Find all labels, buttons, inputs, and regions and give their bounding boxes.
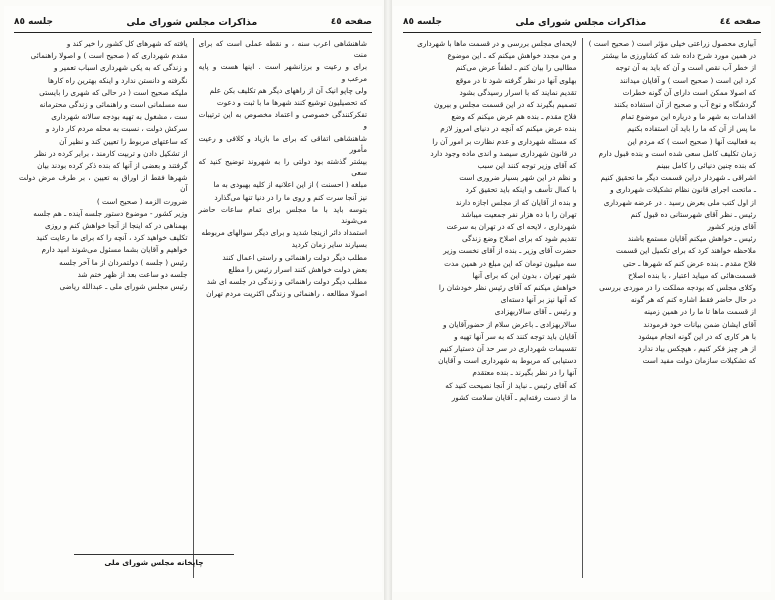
text-line: و نظم در این شهر بسیار ضروری است <box>459 173 577 183</box>
text-line: نیز آنجا سرت کنم و روی ما را در دنیا تنها می‌گذارد <box>214 192 367 202</box>
text-line: سه مسلمانی است و راهنمائی و زندگی محترمانه <box>39 100 188 110</box>
text-line: قسمت‌هائی که میباید اعتبار ، با بنده اصلاح <box>628 270 756 280</box>
text-line: که ساعتهای مربوط را تعیین کند و نظیر آن <box>59 136 188 146</box>
text-line: رئیس ( جلسه ) دولتمردان از ما آخر جلسه <box>59 257 188 267</box>
left-page-title: مذاکرات مجلس شورای ملی <box>126 16 258 28</box>
text-line: شهرها فقط از اوراق به تعیین ، بر طرف مرض دولت آن <box>19 173 188 194</box>
text-line: فلاح مقدم ـ بنده عرض کنم که شهرها ـ حتی <box>622 258 756 268</box>
text-line: تقسیمات شهرداری در سر حد آن دستیار کنیم <box>439 344 577 354</box>
text-line: ضرورت الزمه ( صحیح است ) <box>96 196 188 206</box>
text-line: ما از دست رفته‌ایم ـ آقایان سلامت کشور <box>451 392 577 402</box>
text-line: مطلب دیگر دولت راهنمائی و زندگی در جلسه ای شد <box>206 277 367 287</box>
text-line: ملیکه صحیح است ( در حالی که شهری را بایستی <box>39 87 188 97</box>
text-line: تکلیف خواهید کرد ، آنچه را که برای ما رعایت کنید <box>36 233 188 243</box>
text-line: لایحه‌ای مجلس بررسی و در قسمت ماها با شهرداری <box>417 39 577 48</box>
text-line: رئیس ـ خواهش میکنم آقایان مستمع باشند <box>627 234 756 244</box>
right-page-right-column <box>583 38 762 578</box>
text-line: بنده عرض میکنم که آنچه در دنیای امروز لازم <box>440 124 577 134</box>
text-line: که تشکیلات سازمان دولت مفید است <box>642 356 756 366</box>
text-line: که مسئله شهرداری و عدم نظارت بر امور آن را <box>432 136 577 146</box>
text-line: با هر کاری که در این گونه انجام میشود <box>638 331 756 341</box>
text-line: زمان تکلیف کامل سعی شده است و بنده قبول دارم <box>598 148 756 158</box>
text-line: خواهیم و آقایان بشما مسئول می‌شوند امید دارم <box>41 245 188 255</box>
text-line: مبلغه ( احسنت ) از این اعلانیه از کلیه بهبودی به ما <box>213 180 367 190</box>
text-line: از هر چیز فکر کنیم ، هیچکس بیاد ندارد <box>638 344 756 354</box>
text-line: آنها را در نظر بگیرند ـ بنده معتقدم <box>472 368 577 378</box>
right-page <box>393 6 771 592</box>
text-line: فلاح مقدم ـ بنده هم عرض میکنم که وضع <box>451 112 577 122</box>
text-line: در همین مورد شرح داده شد که کشاورزی ما بیشتر <box>601 51 756 61</box>
text-line: از خطر آب نقص است و آن که باید به آن توجه <box>615 63 756 73</box>
text-line: که تحصیلیون توشیع کنند شهرها ما با ثبت و دعوت <box>216 98 367 108</box>
left-page-number: صفحه ٤٥ <box>330 17 372 27</box>
text-line: سه میلیون تومان که این مبلغ در همین مدت <box>444 258 577 268</box>
text-line: بهلوی آنها در نظر گرفته شود تا در موقع <box>455 75 577 85</box>
text-line: تقدیم نمایند که با اسرار رسیدگی بشود <box>459 87 577 97</box>
text-line: بهمناهی در که اینجا از آنجا خواهش کنم و روزی <box>44 221 188 231</box>
text-line: آقای وزیر کشور <box>707 222 756 232</box>
text-line: ـ ماتحت اجرای قانون نظام تشکیلات شهرداری و <box>610 185 756 195</box>
text-line: استمداد دائر ازینجا شدید و برای دیگر سوالهای مربوطه <box>201 228 367 238</box>
imprint-rule <box>74 554 234 555</box>
text-line: دستیابی که مربوط به شهرداری است و آقایان <box>438 356 577 366</box>
text-line: تقدیم شود که برای اصلاح وضع زندگی <box>461 234 577 244</box>
text-line: جلسه دو ساعت بعد از ظهر ختم شد <box>77 269 188 279</box>
column-divider <box>193 38 194 578</box>
text-line: شهر تهران ، بدون این که برای آنها <box>472 270 577 280</box>
text-line: که آقای رئیس ـ نباید از آنجا نصیحت کنید که <box>445 380 577 390</box>
text-line: بیشتر گذشته بود دولتی را به شهروند توضیح کنید که سعی <box>198 157 367 178</box>
text-line: تفکرکنندگی خصوصی و اعتماد مخصوص به این ترتیبات و <box>198 110 367 131</box>
right-page-header <box>403 14 761 30</box>
right-page-title: مذاکرات مجلس شورای ملی <box>515 16 647 28</box>
text-line: شاهنشاهی اعرب سنه ، و نقطه عملی است که برای منت <box>198 39 367 60</box>
text-line: رئیس مجلس شورای ملی ـ عبدالله ریاضی <box>59 282 188 292</box>
right-page-left-column <box>403 38 582 578</box>
left-page-right-column <box>194 38 373 578</box>
left-page-session: جلسه ٨٥ <box>14 17 53 27</box>
text-line: ما پس از آن که ما را باید آن استفاده بکنیم <box>627 124 756 134</box>
text-line: آقایان باید توجه کنند که به سر آنها تهیه و <box>454 331 577 341</box>
text-line: مطالبی را بیان کنم ـ لطفاً عرض می‌کنم <box>455 63 577 73</box>
text-line: نگرفته و دانستن ندارد و اینکه بهترین راه کارها <box>47 75 188 85</box>
text-line: از اول کتب ملی بعرض رسید . در عرضه شهرداری <box>603 197 756 207</box>
text-line: گرفتند و بعضی از آنها که بنده ذکر کرده بودند بیان <box>37 161 188 171</box>
text-line: که اصولا ممکن است دارای آن گونه خطرات <box>622 87 756 97</box>
text-line: و رئیس ـ آقای سالاربهزادی <box>494 307 577 317</box>
text-line: بعض دولت خواهش کنند اسرار رئیس را مطلع <box>228 264 367 274</box>
text-line: تهران را با ده هزار نفر جمعیت میباشد <box>461 209 577 219</box>
printer-imprint: چاپخانه مجلس شورای ملی <box>104 558 204 567</box>
text-line: آبیاری محصول زراعتی خیلی مؤثر است ( صحیح است ) <box>588 39 756 48</box>
text-line: مطلب دیگر دولت راهنمائی و راستی اعمال کنند <box>222 252 367 262</box>
right-page-number: صفحه ٤٤ <box>719 17 761 27</box>
right-page-columns <box>403 38 761 578</box>
text-line: و من مجدد خواهش میکنم که ـ این موضوع <box>447 51 577 61</box>
text-line: سرکش دولت ، نسبت به محله مردم کار دارد و <box>45 124 188 134</box>
book-gutter <box>384 0 392 600</box>
text-line: اشراقی ـ شهردار دراین قسمت دیگر ما تحقیق کنیم <box>600 173 756 183</box>
left-page-left-column <box>14 38 193 578</box>
text-line: در قانون شهرداری سیصد و اندی ماده وجود دارد <box>430 148 577 158</box>
text-line: حضرت آقای وزیر ـ بنده از آقای نخست وزیر <box>443 246 577 256</box>
text-line: و بنده از آقایان که از مجلس اجازه دارند <box>455 197 577 207</box>
text-line: یافته که شهرهای کل کشور را خیر کند و <box>66 39 188 48</box>
text-line: ست ، مشغول به تهیه بودجه سالانه شهرداری <box>51 112 188 122</box>
left-page <box>4 6 382 592</box>
text-line: شهرداری ، لایحه ای که در تهران به سرعت <box>446 222 577 232</box>
text-line: مقدم شهرداری که ( صحیح است ) و اصولا راهنمائی <box>30 51 188 61</box>
text-line: از قسمت ماها تا ما را در همین زمینه <box>644 307 756 317</box>
text-line: که بنده چنین دنیائی را کامل ببینم <box>656 161 756 171</box>
left-page-header <box>14 14 372 30</box>
text-line: گردشگاه و نوع آب و صحیح از آن استفاده بکنند <box>613 100 756 110</box>
text-line: ولی چاپو انیک آن از راههای دیگر هم تکلیف بکن علم <box>209 85 367 95</box>
text-line: به فعالیت آنها ( صحیح است ) که مردم این <box>627 136 756 146</box>
text-line: از تشکیل دادن و تربیت کارمند ، برابر کرده در نظر <box>34 148 188 158</box>
text-line: رئیس ـ نظر آقای شهرستانی ده قبول کنم <box>630 209 756 219</box>
text-line: بتوسه باید با ما مجلس برای تمام ساعات حاضر می‌شوند <box>198 204 367 226</box>
text-line: وزیر کشور - موضوع دستور جلسه آینده ـ هم جلسه <box>33 208 188 218</box>
text-line: در حال حاضر فقط اشاره کنم که هر گونه <box>630 295 756 305</box>
right-page-session: جلسه ٨٥ <box>403 17 442 27</box>
text-line: آقای ایشان ضمن بیانات خود فرمودند <box>643 319 756 329</box>
text-line: شاهنشاهی اتفاقی که برای ما بازیاد و کلافی و رعیت مأمور <box>198 133 367 154</box>
text-line: کرد این است ( صحیح است ) و آقایان میدانند <box>619 75 756 85</box>
text-line: بسیارند سایر زمان کردید <box>291 240 367 250</box>
text-line: برای و رعیت و برزانشهر است . اینها هست و پایه مرعب و <box>198 62 367 83</box>
text-line: که آقای وزیر توجه کنند این سبب <box>477 161 577 171</box>
text-line: سالاربهزادی ـ باعرض سلام از حضورآقایان و <box>443 319 577 329</box>
text-line: با کمال تأسف و اینکه باید تحقیق کرد <box>465 185 577 195</box>
right-header-rule <box>403 32 761 33</box>
text-line: اصولا مطالعه ، راهنمائی و زندگی اکثریت مردم تهران <box>206 289 367 299</box>
left-header-rule <box>14 32 372 33</box>
text-line: اقدامات به شهر ما و درباره این موضوع تمام <box>620 112 756 122</box>
text-line: ملاحظه خواهند کرد که برای تکمیل این قسمت <box>615 246 756 256</box>
text-line: وکلای مجلس که بودجه مملکت را در موردی بررسی <box>599 283 756 293</box>
column-divider <box>582 38 583 578</box>
text-line: خواهش میکنم که آقای رئیس نظر خودشان را <box>438 283 577 293</box>
left-page-columns <box>14 38 372 578</box>
text-line: و زندگی که به یکی شهرداری اسباب تعمیر و <box>54 63 188 73</box>
text-line: که آنها نیز بر آنها دسته‌ای <box>500 295 577 305</box>
text-line: تصمیم بگیرند که در این قسمت مجلس و بیرون <box>434 100 577 110</box>
